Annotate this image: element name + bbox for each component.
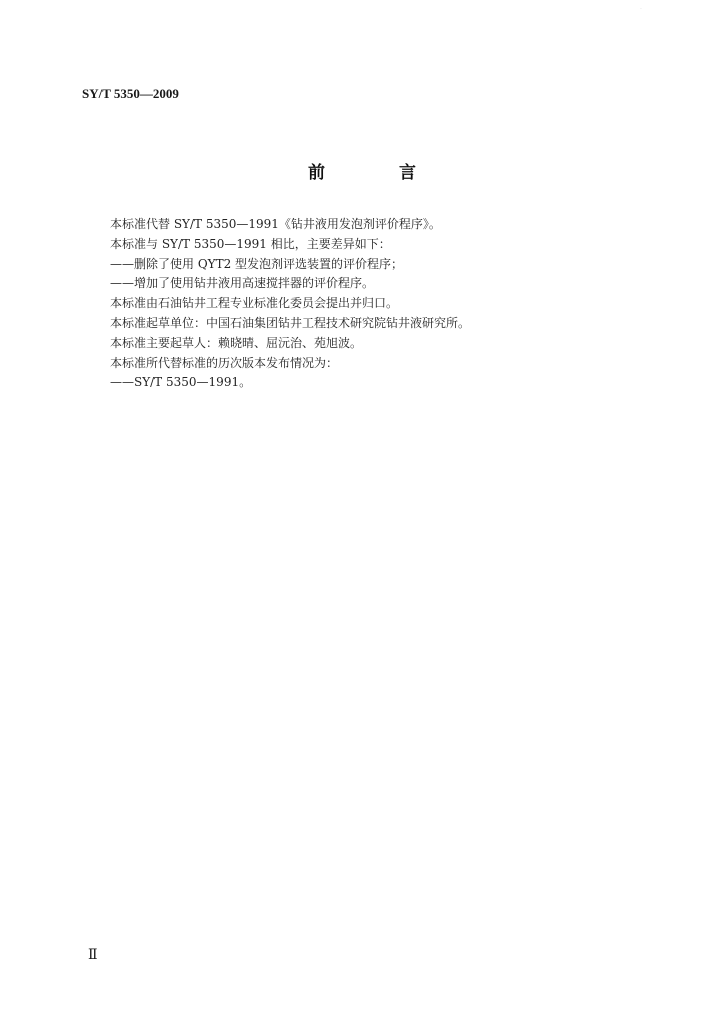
- paragraph-history: 本标准所代替标准的历次版本发布情况为：: [110, 355, 339, 370]
- paragraph-differences: 本标准与 SY/T 5350—1991 相比，主要差异如下：: [110, 236, 391, 251]
- section-title: 前 言: [308, 163, 450, 183]
- paragraph-deleted-item: ——删除了使用 QYT2 型发泡剂评选装置的评价程序；: [110, 256, 404, 271]
- paragraph-replaces: 本标准代替 SY/T 5350—1991《钻井液用发泡剂评价程序》。: [110, 217, 441, 231]
- paragraph-history-item: ——SY/T 5350—1991。: [110, 375, 252, 390]
- paragraph-drafters: 本标准主要起草人：赖晓晴、屈沅治、苑旭波。: [110, 335, 363, 350]
- foreword-body: [110, 215, 630, 393]
- paragraph-drafting-unit: 本标准起草单位：中国石油集团钻井工程技术研究院钻井液研究所。: [110, 315, 471, 330]
- standard-code: SY/T 5350—2009: [82, 86, 179, 101]
- corner-mark: ·: [640, 6, 642, 13]
- paragraph-proposer: 本标准由石油钻井工程专业标准化委员会提出并归口。: [110, 296, 399, 311]
- page-number: Ⅱ: [88, 948, 98, 963]
- paragraph-added-item: ——增加了使用钻井液用高速搅拌器的评价程序。: [110, 276, 375, 291]
